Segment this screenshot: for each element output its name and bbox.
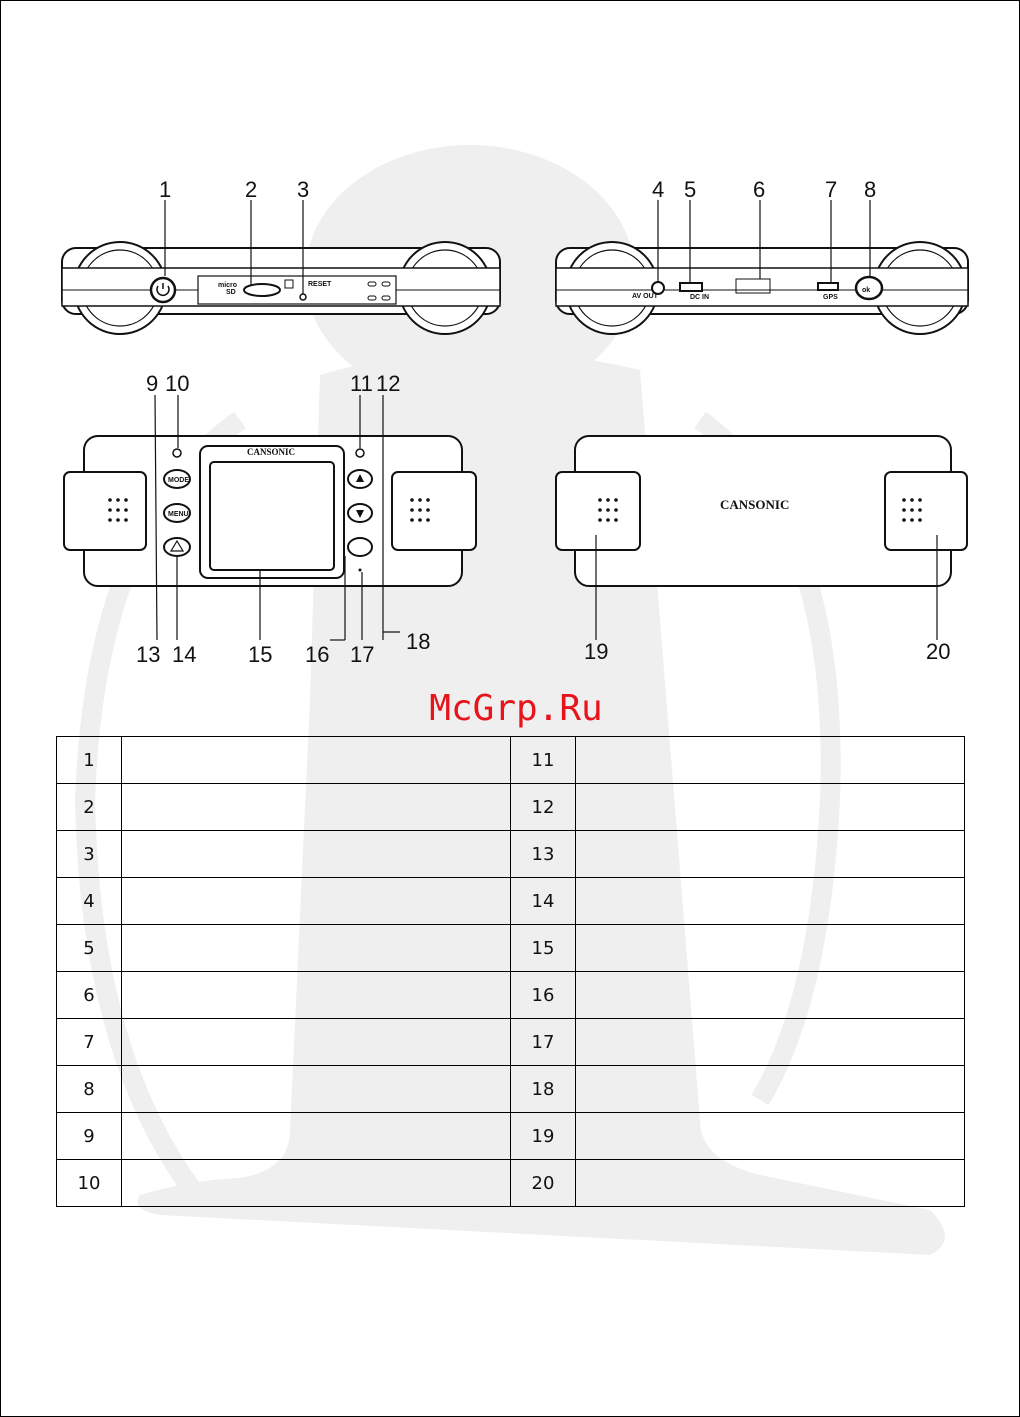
svg-text:13: 13 <box>136 642 161 667</box>
svg-text:16: 16 <box>305 642 330 667</box>
table-row <box>57 972 965 1019</box>
legend-number-left: 4 <box>57 878 122 925</box>
table-row <box>57 925 965 972</box>
parts-legend-table <box>56 736 965 1207</box>
legend-number-right: 12 <box>511 784 576 831</box>
legend-description-left <box>122 831 511 878</box>
legend-description-left <box>122 1019 511 1066</box>
legend-description-right <box>576 972 965 1019</box>
legend-number-right: 16 <box>511 972 576 1019</box>
table-row <box>57 1019 965 1066</box>
legend-description-right <box>576 1113 965 1160</box>
device-diagram <box>0 0 1020 700</box>
legend-description-right <box>576 1066 965 1113</box>
svg-text:5: 5 <box>684 177 697 202</box>
top-view-right <box>556 177 968 334</box>
table-row <box>57 1160 965 1207</box>
legend-description-right <box>576 831 965 878</box>
svg-text:8: 8 <box>864 177 877 202</box>
legend-number-right: 17 <box>511 1019 576 1066</box>
legend-number-left: 2 <box>57 784 122 831</box>
legend-number-right: 11 <box>511 737 576 784</box>
svg-text:GPS: GPS <box>823 294 838 301</box>
power-button-icon <box>151 278 175 302</box>
legend-description-left <box>122 737 511 784</box>
table-row <box>57 831 965 878</box>
site-watermark-text: McGrp.Ru <box>429 688 603 729</box>
svg-text:18: 18 <box>406 629 431 654</box>
legend-description-left <box>122 972 511 1019</box>
svg-text:CANSONIC: CANSONIC <box>247 447 296 457</box>
legend-number-left: 5 <box>57 925 122 972</box>
svg-text:micro: micro <box>218 282 238 289</box>
lcd-screen <box>210 462 334 570</box>
legend-description-left <box>122 1113 511 1160</box>
svg-text:17: 17 <box>350 642 375 667</box>
legend-number-left: 1 <box>57 737 122 784</box>
svg-text:SD: SD <box>226 289 236 296</box>
usb-port-icon <box>680 283 702 291</box>
legend-description-right <box>576 878 965 925</box>
svg-text:6: 6 <box>753 177 766 202</box>
front-view <box>64 371 476 667</box>
legend-number-right: 14 <box>511 878 576 925</box>
sd-slot-icon <box>244 284 280 296</box>
legend-number-left: 10 <box>57 1160 122 1207</box>
svg-text:7: 7 <box>825 177 838 202</box>
legend-description-right <box>576 1019 965 1066</box>
svg-text:CANSONIC: CANSONIC <box>720 497 790 512</box>
legend-number-right: 19 <box>511 1113 576 1160</box>
legend-description-left <box>122 1160 511 1207</box>
svg-text:11: 11 <box>350 371 373 396</box>
svg-text:10: 10 <box>165 371 190 396</box>
svg-text:9: 9 <box>146 371 159 396</box>
legend-description-left <box>122 878 511 925</box>
legend-description-right <box>576 925 965 972</box>
legend-number-left: 6 <box>57 972 122 1019</box>
svg-text:20: 20 <box>926 639 951 664</box>
top-view-left <box>62 177 500 334</box>
legend-description-right <box>576 737 965 784</box>
legend-number-right: 20 <box>511 1160 576 1207</box>
legend-number-left: 7 <box>57 1019 122 1066</box>
back-view <box>556 436 967 664</box>
table-row <box>57 737 965 784</box>
svg-text:12: 12 <box>376 371 401 396</box>
svg-text:MENU: MENU <box>168 511 189 518</box>
reset-label: RESET <box>308 281 332 288</box>
svg-text:DC IN: DC IN <box>690 294 710 301</box>
svg-text:ok: ok <box>862 287 871 294</box>
svg-text:4: 4 <box>652 177 665 202</box>
table-row <box>57 878 965 925</box>
svg-text:14: 14 <box>172 642 197 667</box>
legend-number-right: 13 <box>511 831 576 878</box>
camera-button-icon <box>348 538 372 556</box>
svg-text:2: 2 <box>245 177 258 202</box>
svg-text:AV OUT: AV OUT <box>632 293 658 300</box>
table-row <box>57 784 965 831</box>
legend-number-left: 9 <box>57 1113 122 1160</box>
svg-text:19: 19 <box>584 639 609 664</box>
legend-description-right <box>576 1160 965 1207</box>
legend-number-left: 3 <box>57 831 122 878</box>
legend-number-right: 18 <box>511 1066 576 1113</box>
legend-number-right: 15 <box>511 925 576 972</box>
svg-text:3: 3 <box>297 177 310 202</box>
svg-text:1: 1 <box>159 177 172 202</box>
legend-number-left: 8 <box>57 1066 122 1113</box>
svg-text:MODE: MODE <box>168 477 189 484</box>
legend-description-left <box>122 925 511 972</box>
table-row <box>57 1066 965 1113</box>
legend-description-left <box>122 1066 511 1113</box>
svg-text:15: 15 <box>248 642 273 667</box>
table-row <box>57 1113 965 1160</box>
legend-description-left <box>122 784 511 831</box>
legend-description-right <box>576 784 965 831</box>
gps-port-icon <box>818 283 838 290</box>
